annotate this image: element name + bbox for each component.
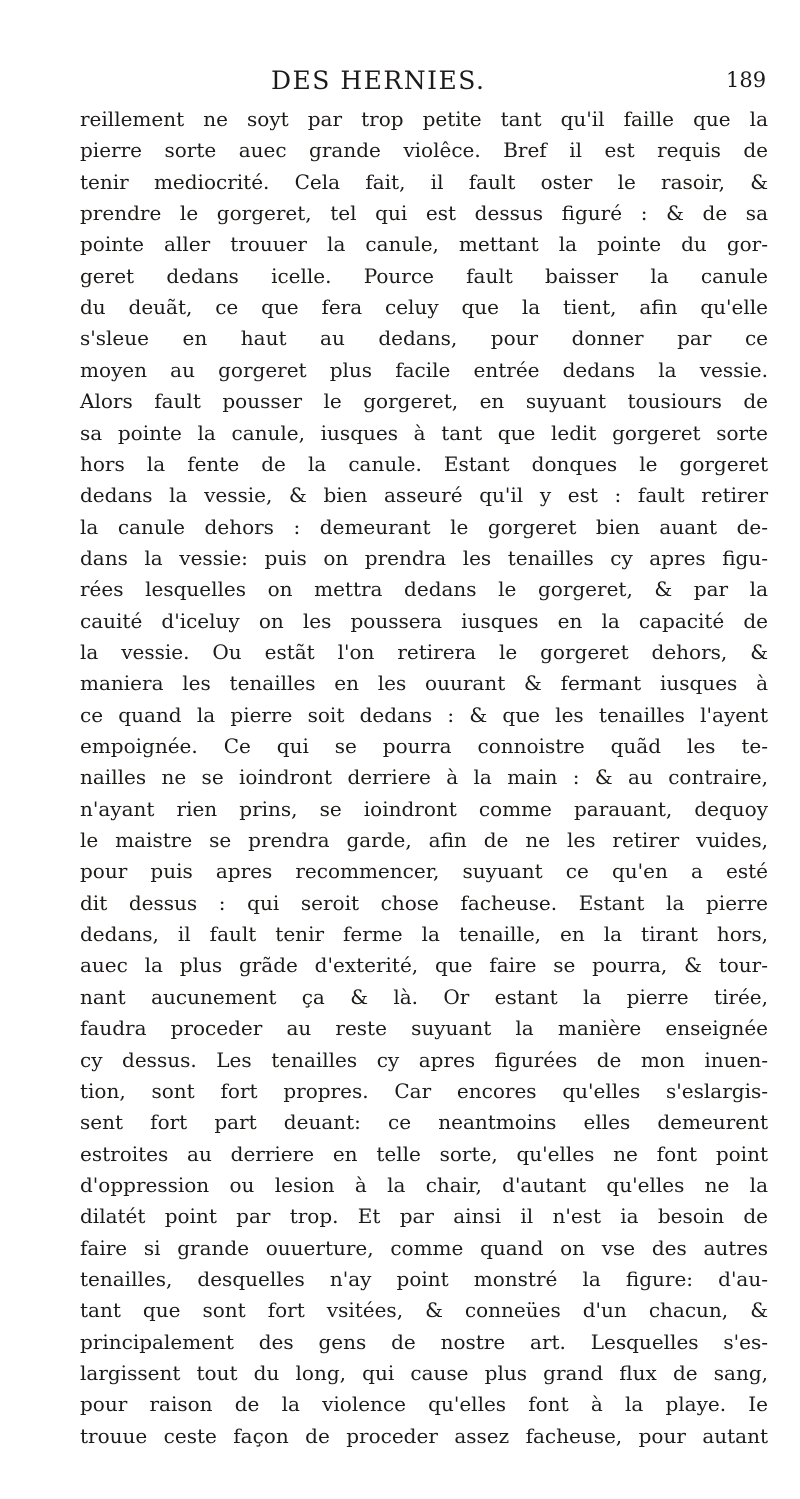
text-line: tenailles, desquelles n'ay point monstré la figure: d'au-	[80, 1266, 768, 1291]
text-line: pointe aller trouuer la canule, mettant la pointe du gor-	[80, 232, 768, 257]
text-line: tenir mediocrité. Cela fait, il fault oster le rasoir, &	[80, 169, 768, 194]
text-line: estroites au derriere en telle sorte, qu'elles ne font point	[80, 1141, 768, 1166]
text-line: dedans la vessie, & bien asseuré qu'il y est : fault retirer	[80, 483, 768, 508]
text-line: dilatét point par trop. Et par ainsi il n'est ia besoin de	[80, 1204, 768, 1229]
text-line: auec la plus grãde d'exterité, que faire se pourra, & tour-	[80, 953, 768, 978]
text-line: trouue ceste façon de proceder assez facheuse, pour autant	[80, 1423, 768, 1448]
text-line: prendre le gorgeret, tel qui est dessus figuré : & de sa	[80, 201, 768, 226]
text-line: s'sleue en haut au dedans, pour donner par ce	[80, 326, 768, 351]
text-line: largissent tout du long, qui cause plus grand flux de sang,	[80, 1361, 768, 1385]
text-line: Alors fault pousser le gorgeret, en suyuant tousiours de	[80, 389, 768, 414]
text-line: nailles ne se ioindront derriere à la main : & au contraire,	[80, 765, 768, 790]
text-line: moyen au gorgeret plus facile entrée dedans la vessie.	[80, 357, 768, 382]
text-line: d'oppression ou lesion à la chair, d'autant qu'elles ne la	[80, 1172, 768, 1197]
text-line: dans la vessie: puis on prendra les tenailles cy apres figu-	[80, 545, 768, 570]
text-line: la vessie. Ou estãt l'on retirera le gorgeret dehors, &	[80, 639, 768, 664]
text-line: pierre sorte auec grande violêce. Bref il est requis de	[80, 138, 768, 163]
text-line: tant que sont fort vsitées, & conneües d'un chacun, &	[80, 1298, 768, 1323]
text-line: sent fort part deuant: ce neantmoins elles demeurent	[80, 1110, 768, 1135]
text-line: rées lesquelles on mettra dedans le gorgeret, & par la	[80, 577, 768, 602]
text-line: principalement des gens de nostre art. Lesquelles s'es-	[80, 1329, 768, 1354]
text-line: dedans, il fault tenir ferme la tenaille, en la tirant hors,	[80, 922, 768, 947]
text-line: ce quand la pierre soit dedans : & que les tenailles l'ayent	[80, 702, 768, 727]
text-line: empoignée. Ce qui se pourra connoistre quãd les te-	[80, 734, 768, 758]
text-line: faire si grande ouuerture, comme quand on vse des autres	[80, 1235, 768, 1260]
text-line: pour raison de la violence qu'elles font à la playe. Ie	[80, 1392, 768, 1417]
text-line: reillement ne soyt par trop petite tant qu'il faille que la	[80, 107, 768, 131]
text-line: tion, sont fort propres. Car encores qu'elles s'eslargis-	[80, 1078, 768, 1103]
text-line: du deuãt, ce que fera celuy que la tient, afin qu'elle	[80, 295, 768, 320]
page-number: 189	[726, 68, 767, 92]
running-head-title: DES HERNIES.	[271, 66, 486, 95]
text-line: nant aucunement ça & là. Or estant la pierre tirée,	[80, 984, 768, 1009]
text-line: cauité d'iceluy on les poussera iusques en la capacité de	[80, 608, 768, 633]
text-line: dit dessus : qui seroit chose facheuse. Estant la pierre	[80, 890, 768, 915]
text-line: la canule dehors : demeurant le gorgeret bien auant de-	[80, 514, 768, 539]
text-line: sa pointe la canule, iusques à tant que ledit gorgeret sorte	[80, 420, 768, 445]
text-line: hors la fente de la canule. Estant donques le gorgeret	[80, 451, 768, 476]
text-line: faudra proceder au reste suyuant la manière enseignée	[80, 1016, 768, 1041]
text-line: geret dedans icelle. Pource fault baisser la canule	[80, 263, 768, 288]
text-line: maniera les tenailles en les ouurant & fermant iusques à	[80, 671, 768, 696]
text-line: le maistre se prendra garde, afin de ne les retirer vuides,	[80, 828, 768, 853]
text-line: n'ayant rien prins, se ioindront comme parauant, dequoy	[80, 796, 768, 821]
text-line: pour puis apres recommencer, suyuant ce qu'en a esté	[80, 859, 768, 884]
text-line: cy dessus. Les tenailles cy apres figurées de mon inuen-	[80, 1047, 768, 1072]
running-head	[0, 66, 800, 106]
